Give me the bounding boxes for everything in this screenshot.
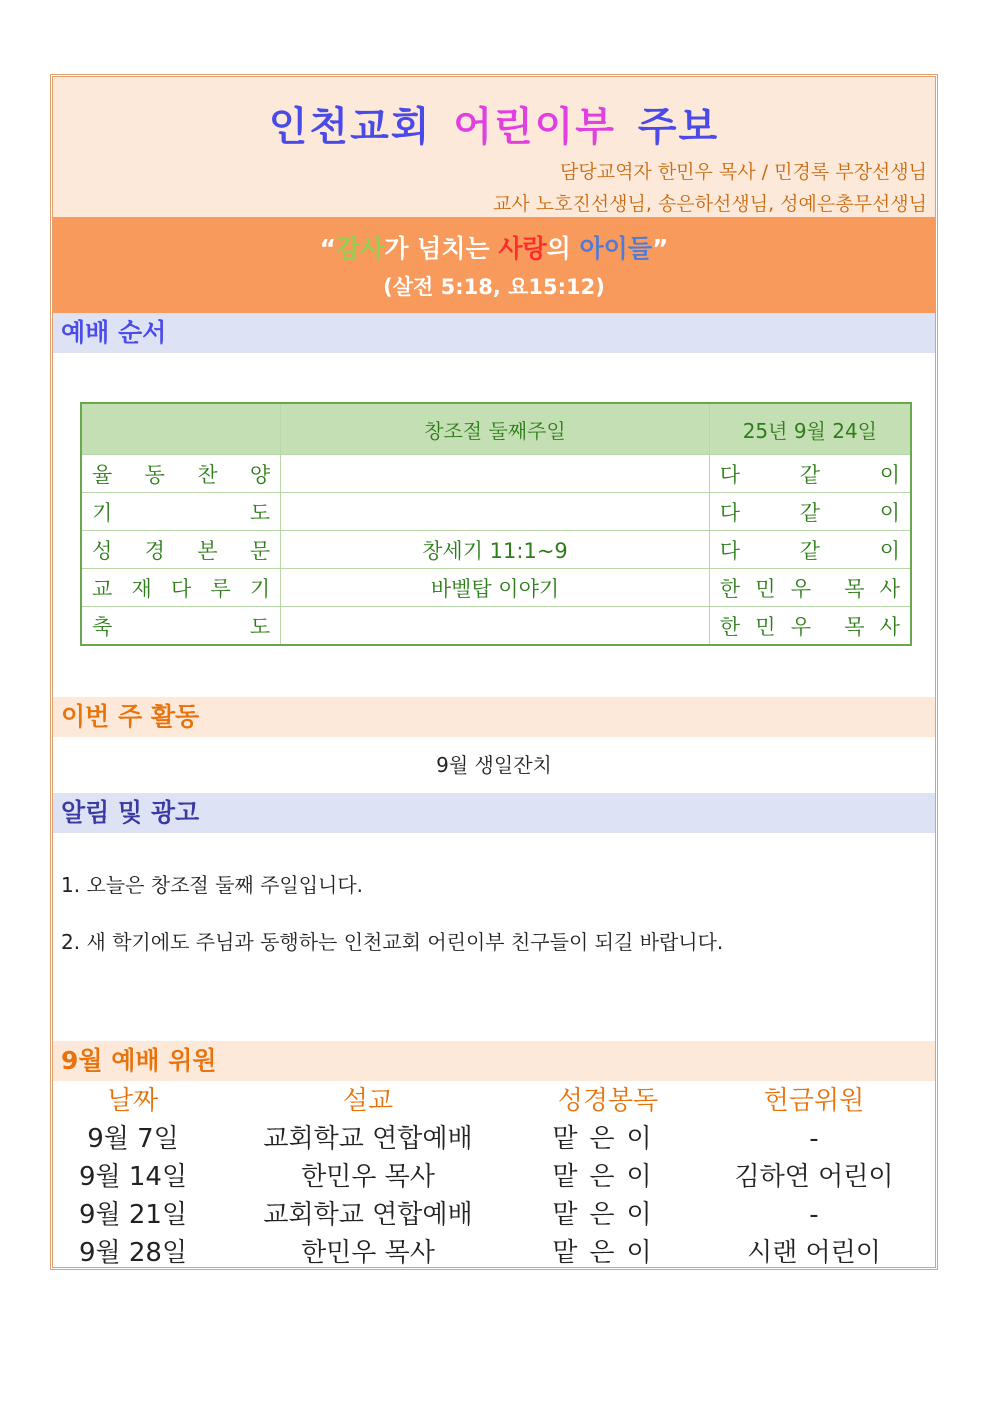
worship-row [81, 531, 911, 569]
worship-order-table [80, 402, 912, 646]
theme-text-2: 의 [546, 234, 580, 263]
title-bulletin: 주보 [637, 104, 720, 150]
header-sunday: 창조절 둘째주일 [281, 403, 710, 455]
row-label: 교 재 다 루 기 [81, 569, 281, 607]
staff-schedule [53, 1082, 935, 1272]
row-label: 율 동 찬 양 [81, 455, 281, 493]
theme-verse: (살전 5:18, 요15:12) [383, 275, 605, 299]
worship-row [81, 569, 911, 607]
schedule-row [53, 1158, 935, 1196]
theme-word-thanks: 감사 [336, 234, 385, 263]
header-empty [81, 403, 281, 455]
row-leader: 다 같 이 [709, 493, 911, 531]
header-date: 날짜 [107, 1086, 159, 1116]
schedule-sermon: 한민우 목사 [301, 1162, 435, 1192]
schedule-row [53, 1196, 935, 1234]
bulletin-frame [50, 74, 938, 1270]
quote-open: “ [319, 234, 337, 263]
schedule-sermon: 한민우 목사 [301, 1238, 435, 1268]
worship-row [81, 607, 911, 646]
section-worship-order: 예배 순서 [53, 313, 935, 353]
theme-text-1: 가 넘치는 [384, 234, 499, 263]
row-content [281, 607, 710, 646]
row-content: 바벨탑 이야기 [281, 569, 710, 607]
weekly-activity-text: 9월 생일잔치 [436, 753, 552, 777]
worship-row [81, 455, 911, 493]
schedule-date: 9월 7일 [87, 1124, 179, 1154]
quote-close: ” [651, 234, 669, 263]
schedule-header-row [53, 1082, 935, 1120]
header-sermon: 설교 [342, 1086, 394, 1116]
worship-row [81, 493, 911, 531]
row-leader: 다 같 이 [709, 455, 911, 493]
staff-line-teachers: 교사 노호진선생님, 송은하선생님, 성예은총무선생님 [493, 193, 927, 215]
schedule-row [53, 1120, 935, 1158]
row-leader: 한 민 우 목 사 [709, 607, 911, 646]
header-date: 25년 9월 24일 [709, 403, 911, 455]
worship-table-header [81, 403, 911, 455]
theme-text [53, 229, 935, 265]
header-scripture-reading: 성경봉독 [557, 1086, 659, 1116]
theme-word-children: 아이들 [579, 234, 652, 263]
schedule-sermon: 교회학교 연합예배 [263, 1200, 473, 1230]
row-label: 성 경 본 문 [81, 531, 281, 569]
schedule-offering: 시랜 어린이 [747, 1238, 881, 1268]
staff-line-pastor: 담당교역자 한민우 목사 / 민경록 부장선생님 [560, 161, 927, 183]
row-label: 축 도 [81, 607, 281, 646]
title-church: 인천교회 [268, 104, 432, 150]
row-leader: 한 민 우 목 사 [709, 569, 911, 607]
bulletin-title [53, 95, 935, 152]
theme-word-love: 사랑 [498, 234, 547, 263]
schedule-reading: 맡은이 [552, 1200, 664, 1230]
schedule-reading: 맡은이 [552, 1162, 664, 1192]
schedule-offering: 김하연 어린이 [734, 1162, 894, 1192]
schedule-date: 9월 28일 [78, 1238, 188, 1268]
row-label: 기 도 [81, 493, 281, 531]
row-content [281, 455, 710, 493]
schedule-date: 9월 14일 [78, 1162, 188, 1192]
schedule-offering: - [809, 1200, 819, 1230]
row-content [281, 493, 710, 531]
notice-item: 2. 새 학기에도 주님과 동행하는 인천교회 어린이부 친구들이 되길 바랍니다. [61, 930, 724, 954]
section-september-staff: 9월 예배 위원 [53, 1041, 935, 1081]
bulletin-header [53, 77, 935, 217]
section-notices: 알림 및 광고 [53, 793, 935, 833]
schedule-reading: 맡은이 [552, 1238, 664, 1268]
title-department: 어린이부 [453, 104, 616, 150]
schedule-row [53, 1234, 935, 1272]
section-weekly-activity: 이번 주 활동 [53, 697, 935, 737]
schedule-date: 9월 21일 [78, 1200, 188, 1230]
notice-item: 1. 오늘은 창조절 둘째 주일입니다. [61, 873, 364, 897]
row-content: 창세기 11:1~9 [281, 531, 710, 569]
schedule-sermon: 교회학교 연합예배 [263, 1124, 473, 1154]
row-leader: 다 같 이 [709, 531, 911, 569]
schedule-offering: - [809, 1124, 819, 1154]
header-offering: 헌금위원 [763, 1086, 865, 1116]
theme-banner [53, 217, 935, 313]
schedule-reading: 맡은이 [552, 1124, 664, 1154]
